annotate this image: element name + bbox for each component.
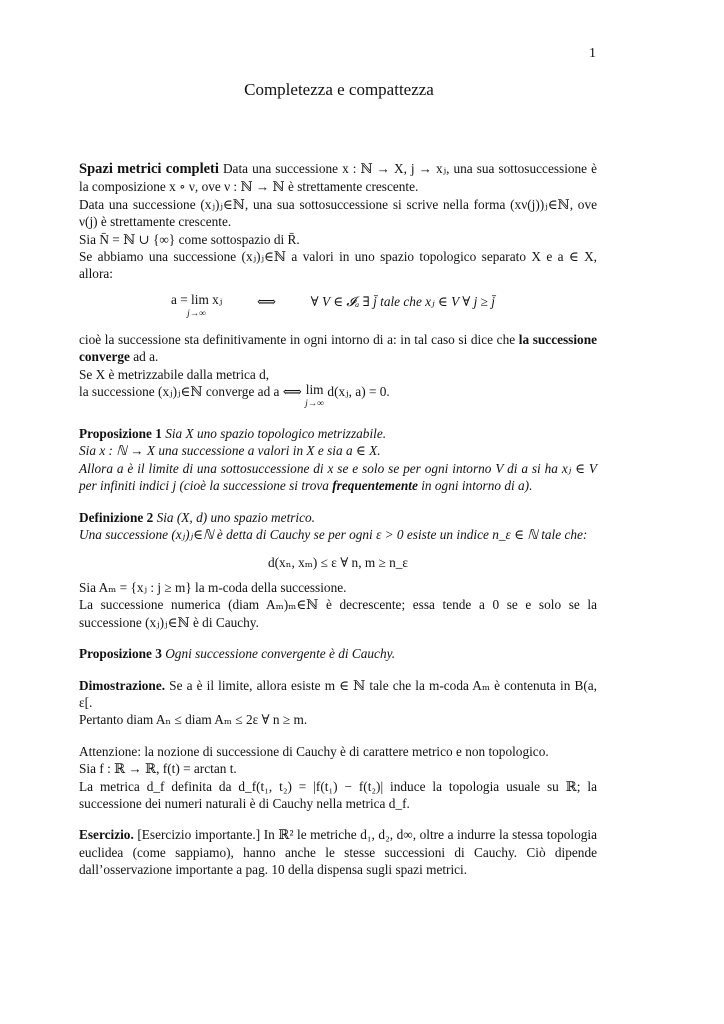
proposition-1-bold: frequentemente bbox=[332, 478, 418, 494]
definition-2-line-1: Sia (X, d) uno spazio metrico. bbox=[156, 509, 316, 525]
exercise-text: [Esercizio importante.] In ℝ² le metriche d₁, d₂, d∞, oltre a indurre la stessa topologia euclidea (come sappiamo), hanno anche le stesse successioni di Cauchy. Ciò dipende dall’osservazione importante a pag. 10 della dispensa sugli spazi metrici. bbox=[79, 827, 597, 878]
definition-2-line-2: Una successione (xⱼ)ⱼ∈ℕ è detta di Cauchy se per ogni ε > 0 esiste un indice n_ε ∈ ℕ tale che: bbox=[79, 527, 588, 543]
document-body bbox=[79, 160, 597, 879]
proof-text-2: Pertanto diam Aₙ ≤ diam Aₘ ≤ 2ε ∀ n ≥ m. bbox=[79, 712, 308, 728]
proposition-1-label: Proposizione 1 bbox=[79, 426, 162, 442]
definition-2 bbox=[79, 509, 597, 526]
proof-label: Dimostrazione. bbox=[79, 677, 166, 693]
tail-definition: Sia Aₘ = {xⱼ : j ≥ m} la m-coda della successione. bbox=[79, 579, 347, 595]
limit-expression bbox=[171, 293, 222, 321]
remark-line-1: Attenzione: la nozione di successione di Cauchy è di carattere metrico e non topologico. bbox=[79, 743, 549, 759]
proposition-1-line-3a: Allora a è il limite di una sottosuccessione di x se e solo se per ogni intorno V di a si ha xⱼ ∈ V per infiniti indici j (cioè la successione si trova bbox=[79, 460, 597, 494]
metric-convergence bbox=[79, 383, 597, 411]
limit-definition-formula bbox=[171, 293, 597, 321]
section-text-3: Sia N̄ = ℕ ∪ {∞} come sottospazio di R̄. bbox=[79, 231, 300, 247]
exercise-label: Esercizio. bbox=[79, 827, 134, 843]
limit-right: ∀ V ∈ 𝓘ₐ ∃ j̄ tale che xⱼ ∈ V ∀ j ≥ j̄ bbox=[310, 293, 495, 309]
page-title: Completezza e compattezza bbox=[244, 80, 434, 99]
proof bbox=[79, 677, 597, 712]
metric-limit-word: lim bbox=[305, 382, 324, 398]
metric-convergence-a: la successione (xⱼ)ⱼ∈ℕ converge ad a ⟺ bbox=[79, 384, 302, 400]
proposition-1-line-3 bbox=[79, 460, 597, 495]
remark-line-3: La metrica d_f definita da d_f(t₁, t₂) = |f(t₁) − f(t₂)| induce la topologia usuale su ℝ; la successione dei numeri naturali è di Cauchy nella metrica d_f. bbox=[79, 778, 597, 811]
metric-limit-subscript: j→∞ bbox=[305, 399, 325, 410]
section-heading: Spazi metrici completi bbox=[79, 161, 219, 177]
proposition-3-label: Proposizione 3 bbox=[79, 646, 162, 662]
section-text-2: Data una successione (xⱼ)ⱼ∈ℕ, una sua sottosuccessione si scrive nella forma (xν(j))ⱼ∈ℕ, ove ν(j) è strettamente crescente. bbox=[79, 196, 597, 230]
proposition-3 bbox=[79, 645, 597, 662]
section-text-1: Data una successione x : ℕ → X, j → xⱼ, una sua sottosuccessione è la composizione x ∘ ν, ove ν : ℕ → ℕ è strettamente crescente. bbox=[79, 161, 598, 195]
limit-left: a = lim xⱼ bbox=[171, 291, 223, 307]
metric-limit bbox=[305, 383, 324, 411]
iff-symbol: ⟺ bbox=[256, 293, 276, 309]
diameter-remark: La successione numerica (diam Aₘ)ₘ∈ℕ è decrescente; essa tende a 0 se e solo se la successione (xⱼ)ⱼ∈ℕ è di Cauchy. bbox=[79, 597, 597, 630]
proof-text-1: Se a è il limite, allora esiste m ∈ ℕ tale che la m-coda Aₘ è contenuta in B(a, ε[. bbox=[79, 677, 597, 710]
remark-line-2: Sia f : ℝ → ℝ, f(t) = arctan t. bbox=[79, 761, 237, 777]
metric-convergence-b: d(xⱼ, a) = 0. bbox=[327, 384, 390, 400]
page-number: 1 bbox=[589, 46, 596, 61]
convergence-bold: la successione converge bbox=[79, 331, 597, 365]
section-text-4: Se abbiamo una successione (xⱼ)ⱼ∈ℕ a valori in uno spazio topologico separato X e a ∈ X, allora: bbox=[79, 249, 597, 282]
proposition-1 bbox=[79, 425, 597, 442]
definition-2-label: Definizione 2 bbox=[79, 509, 154, 525]
convergence-paragraph bbox=[79, 331, 597, 366]
cauchy-formula: d(xₙ, xₘ) ≤ ε ∀ n, m ≥ n_ε bbox=[267, 554, 409, 570]
limit-subscript: j→∞ bbox=[187, 308, 207, 319]
convergence-text-a: cioè la successione sta definitivamente in ogni intorno di a: in tal caso si dice che bbox=[79, 331, 516, 347]
proposition-1-line-2: Sia x : ℕ → X una successione a valori in X e sia a ∈ X. bbox=[79, 443, 381, 459]
proposition-1-line-3b: in ogni intorno di a). bbox=[421, 478, 533, 494]
exercise bbox=[79, 826, 597, 878]
section-paragraph bbox=[79, 160, 597, 196]
metrizable-text: Se X è metrizzabile dalla metrica d, bbox=[79, 366, 270, 382]
convergence-text-b: ad a. bbox=[133, 349, 159, 365]
proposition-3-text: Ogni successione convergente è di Cauchy. bbox=[165, 646, 396, 662]
proposition-1-line-1: Sia X uno spazio topologico metrizzabile. bbox=[165, 426, 387, 442]
